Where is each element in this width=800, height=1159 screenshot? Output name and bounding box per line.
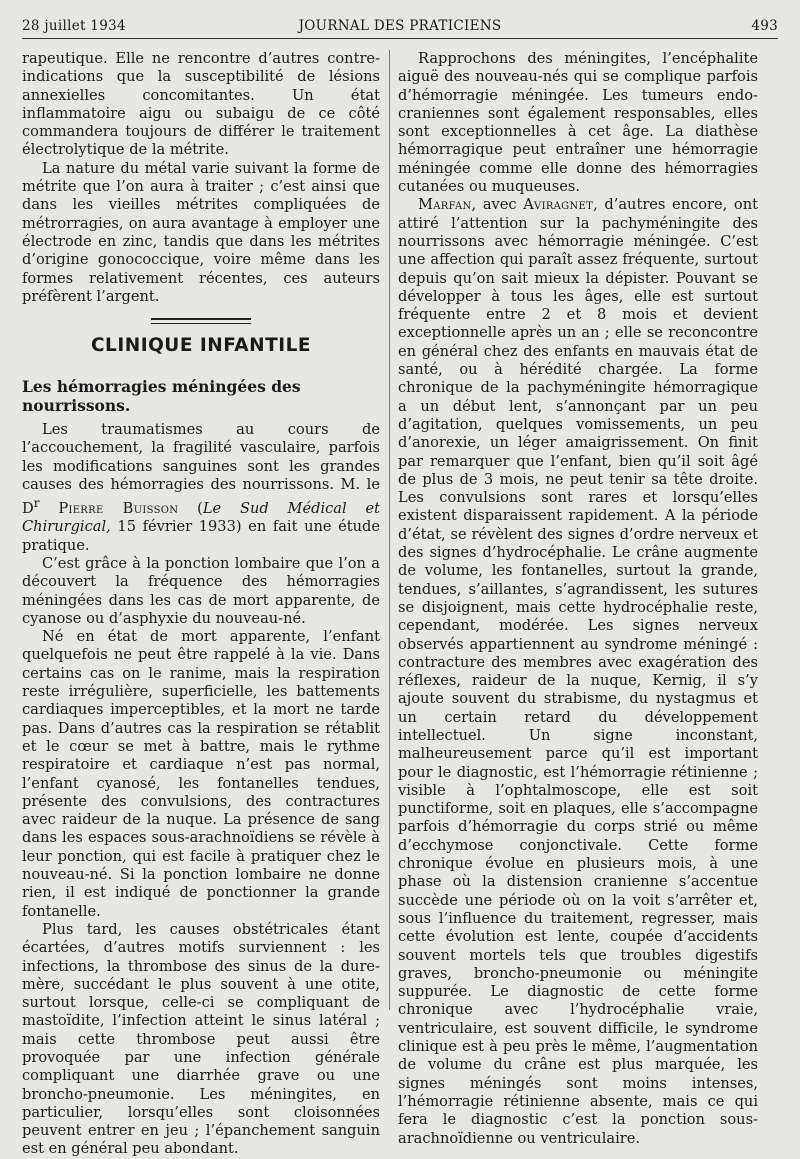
header-date: 28 juillet 1934 [22,18,126,34]
header-journal-title: JOURNAL DES PRATICIENS [298,18,502,34]
column-divider [389,50,390,1010]
section-rule [151,318,251,324]
text-run: Les traumatismes au cours de l’accouchement, la fragilité vasculaire, parfois les modifications sanguines sont les grandes causes des hémorragies des nourrissons. M. le D [22,421,380,518]
running-header [22,16,778,39]
article-title: Les hémorragies méningées des nourrissons. [22,377,301,415]
paragraph [398,196,758,1147]
paragraph: rapeutique. Elle ne rencontre d’autres contre-indications que la susceptibilité de lésions annexielles concomitantes. Un état inflammatoire aigu ou subaigu de ce côté commandera toujours de différer le traitement électrolytique de la métrite. [22,50,380,159]
author-name: Marfan [418,196,472,214]
paragraph: C’est grâce à la ponction lombaire que l’on a découvert la fréquence des hémorragies méningées dans les cas de mort apparente, de cyanose ou d’asphyxie du nouveau-né. [22,554,380,627]
paragraph: La nature du métal varie suivant la forme de métrite que l’on aura à traiter ; c’est ainsi que dans les vieilles métrites compliquées de métrorragies, on aura avantage à employer une électrode en zinc, tandis que dans les métrites d’origine gonococcique, voire même dans les formes relativement récentes, ces auteurs préfèrent l’argent. [22,159,380,305]
paragraph: Rapprochons des méningites, l’encéphalite aiguë des nouveau-nés qui se complique parfois d’hémorragie méningée. Les tumeurs endo-craniennes sont également responsables, elles sont exceptionnelles à cet âge. La diathèse hémorragique peut entraîner une hémorragie méningée comme elle donne des hémorragies cutanées ou muqueuses. [398,50,758,196]
journal-reference: Le Sud Médical et Chirurgical, [22,500,380,536]
paragraph: Les traumatismes au cours de l’accouchement, la fragilité vasculaire, parfois les modifications sanguines sont les grandes causes des hémorragies des nourrissons. M. le $D^r$ Pierre Buisson (Le Sud Médical et Chirurgical, 15 février 1933) en fait une étude pratique. [22,421,381,554]
paragraph: Plus tard, les causes obstétricales étant écartées, d’autres motifs surviennent : les infections, la thrombose des sinus de la dure-mère, succédant le plus souvent à une otite, surtout lorsque, celle-ci se compliquant de mastoïdite, l’infection atteint le sinus latéral ; mais cette thrombose peut aussi être provoquée par une infection générale compliquant une diarrhée grave ou une broncho-pneumonie. Les méningites, en particulier, lorsqu’elles sont cloisonnées peuvent entrer en jeu ; l’épanchement sanguin est en général peu abondant. [22,920,380,1158]
header-page-number: 493 [751,18,778,34]
text-run: 15 février 1933) en fait une étude pratique. [22,518,381,554]
superscript: r [33,496,40,511]
text-run: , d’autres encore, ont attiré l’attention sur la pachyméningite des nourrissons avec hémorragie méningée. C’est une affection qui paraît assez fréquente, surtout depuis qu’on sait mieux la dépister. Pouvant se développer à tous les âges, elle est surtout fréquente entre 2 et 8 mois et devient exceptionnelle après un an ; elle se reconcontre en général chez des enfants en mauvais état de santé, ou à hérédité chargée. La forme chronique de la pachyméningite hémorragique a un début lent, s’annonçant par un peu d’agitation, quelques vomissements, un peu d’anorexie, un léger amaigrissement. On finit par remarquer que l’enfant, bien qu’il soit âgé de plus de 3 mois, ne peut tenir sa tête droite. Les convulsions sont rares et lorsqu’elles existent disparaissent rapidement. A la période d’état, se révèlent des signes d’ordre nerveux et des signes d’hydrocéphalie. Le crâne augmente de volume, les fontanelles, surtout la grande, tendues, s’aillantes, s’agrandissent, les sutures se disjoignent, mais cette hydrocéphalie reste, cependant, modérée. Les signes nerveux observés appartiennent au syndrome méningé : contracture des membres avec exagération des réflexes, raideur de la nuque, Kernig, il s’y ajoute souvent du strabisme, du nystagmus et un certain retard du développement intellectuel. Un signe inconstant, malheureusement parce qu’il est important pour le diagnostic, est l’hémorragie rétinienne ; visible à l’ophtalmoscope, elle est soit punctiforme, soit en plaques, elle s’accompagne parfois d’hémorragie du corps strié ou même d’ecchymose conjonctivale. Cette forme chronique évolue en plusieurs mois, à une phase où la distension cranienne s’accentue succède une période où on la voit s’arrêter et, sous l’influence du traitement, regresser, mais cette évolution est lente, coupée d’accidents souvent mortels tels que troubles digestifs graves, broncho-pneumonie ou méningite suppurée. Le diagnostic de cette forme chronique avec l’hydrocéphalie vraie, ventriculaire, est souvent difficile, le syndrome clinique est à peu près le même, l’augmentation de volume du crâne est plus marquée, les signes méningés sont moins intenses, l’hémorragie rétinienne absente, mais ce qui fera le diagnostic c’est la ponction sous-arachnoïdienne ou ventriculaire. [398,196,758,1147]
section-title: CLINIQUE INFANTILE [90,335,312,357]
text-run: , avec [471,196,524,214]
author-name: Aviragnet [523,196,594,214]
author-name: Pierre Buisson [58,500,179,518]
paragraph: Né en état de mort apparente, l’enfant quelquefois ne peut être rappelé à la vie. Dans certains cas on le ranime, mais la respiration reste irrégulière, superficielle, les battements cardiaques imperceptibles, et la mort ne tarde pas. Dans d’autres cas la respiration se rétablit et le cœur se met à battre, mais le rythme respiratoire et cardiaque n’est pas normal, l’enfant cyanosé, les fontanelles tendues, présente des convulsions, des contractures avec raideur de la nuque. La présence de sang dans les espaces sous-arachnoïdiens se révèle à leur ponction, qui est facile à pratiquer chez le nouveau-né. Si la ponction lombaire ne donne rien, il est indiqué de ponctionner la grande fontanelle. [22,628,380,920]
left-column [22,50,381,1158]
right-column [398,50,758,1147]
